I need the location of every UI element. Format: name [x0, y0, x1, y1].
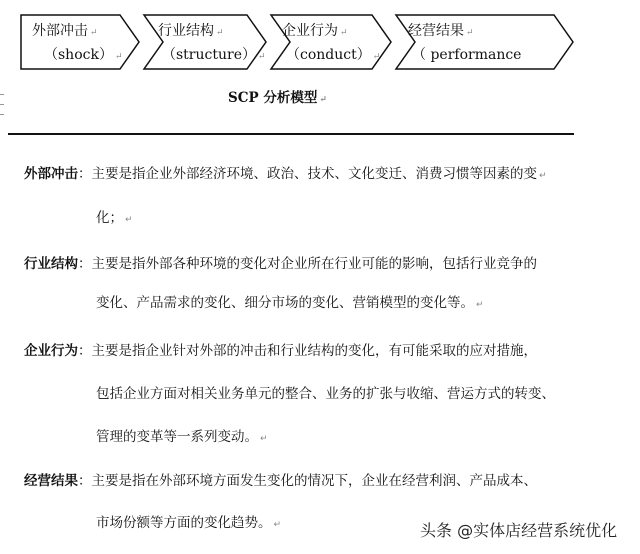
definition-shock: [24, 163, 547, 187]
caption-text: SCP 分析模型: [228, 90, 318, 106]
margin-mark: [0, 94, 4, 95]
flow-step-en: （ performance: [412, 47, 522, 63]
paragraph-mark-icon: ↵: [257, 52, 266, 62]
paragraph-mark-icon: ↵: [340, 28, 348, 38]
margin-mark: [0, 114, 4, 115]
paragraph-mark-icon: ↵: [372, 52, 381, 62]
definition-continuation: [96, 207, 133, 231]
flow-step-en: （shock）: [44, 47, 113, 63]
paragraph-mark-icon: ↵: [319, 95, 327, 105]
flow-step-shock: [32, 20, 123, 68]
flow-step-structure: [158, 20, 266, 68]
definition-text: 化；: [96, 210, 123, 226]
definition-text: ：主要是指企业针对外部的冲击和行业结构的变化，有可能采取的应对措施，: [78, 343, 537, 359]
paragraph-mark-icon: ↵: [260, 434, 268, 444]
paragraph-mark-icon: ↵: [539, 171, 547, 181]
paragraph-mark-icon: ↵: [466, 28, 474, 38]
flow-step-cn: 外部冲击: [32, 23, 88, 39]
definition-structure: [24, 253, 537, 275]
definition-text: ：主要是指企业外部经济环境、政治、技术、文化变迁、消费习惯等因素的变: [78, 166, 537, 182]
horizontal-rule: [8, 133, 574, 135]
flow-step-en: （structure）: [162, 47, 256, 63]
definition-continuation: [96, 512, 281, 536]
paragraph-mark-icon: ↵: [125, 215, 133, 225]
definition-continuation: [96, 426, 268, 450]
definition-term: 企业行为: [24, 343, 78, 359]
definition-text: ：主要是指在外部环境方面发生变化的情况下，企业在经营利润、产品成本、: [78, 473, 537, 489]
definition-term: 经营结果: [24, 473, 78, 489]
paragraph-mark-icon: ↵: [114, 52, 123, 62]
flow-step-cn: 经营结果: [408, 23, 464, 39]
flow-step-performance: [408, 20, 521, 66]
flow-step-cn: 企业行为: [282, 23, 338, 39]
definition-performance: [24, 470, 537, 492]
paragraph-mark-icon: ↵: [476, 300, 484, 310]
flow-step-cn: 行业结构: [158, 23, 214, 39]
scp-flow-diagram: [20, 14, 575, 74]
definition-text: 变化、产品需求的变化、细分市场的变化、营销模型的变化等。: [96, 295, 474, 311]
definition-term: 行业结构: [24, 256, 78, 272]
definition-continuation: [96, 383, 555, 405]
paragraph-mark-icon: ↵: [90, 28, 98, 38]
definition-text: 市场份额等方面的变化趋势。: [96, 515, 272, 531]
margin-mark: [0, 104, 4, 105]
definition-text: 管理的变革等一系列变动。: [96, 429, 258, 445]
flow-step-en: （conduct）: [286, 47, 371, 63]
paragraph-mark-icon: ↵: [216, 28, 224, 38]
definition-conduct: [24, 340, 537, 362]
definition-continuation: [96, 292, 484, 316]
watermark: 头条 @实体店经营系统优化: [420, 521, 618, 540]
definition-text: ：主要是指外部各种环境的变化对企业所在行业可能的影响，包括行业竞争的: [78, 256, 537, 272]
definition-text: 包括企业方面对相关业务单元的整合、业务的扩张与收缩、营运方式的转变、: [96, 386, 555, 402]
definition-term: 外部冲击: [24, 166, 78, 182]
diagram-caption: [228, 86, 327, 106]
flow-step-conduct: [282, 20, 380, 68]
paragraph-mark-icon: ↵: [273, 520, 282, 530]
